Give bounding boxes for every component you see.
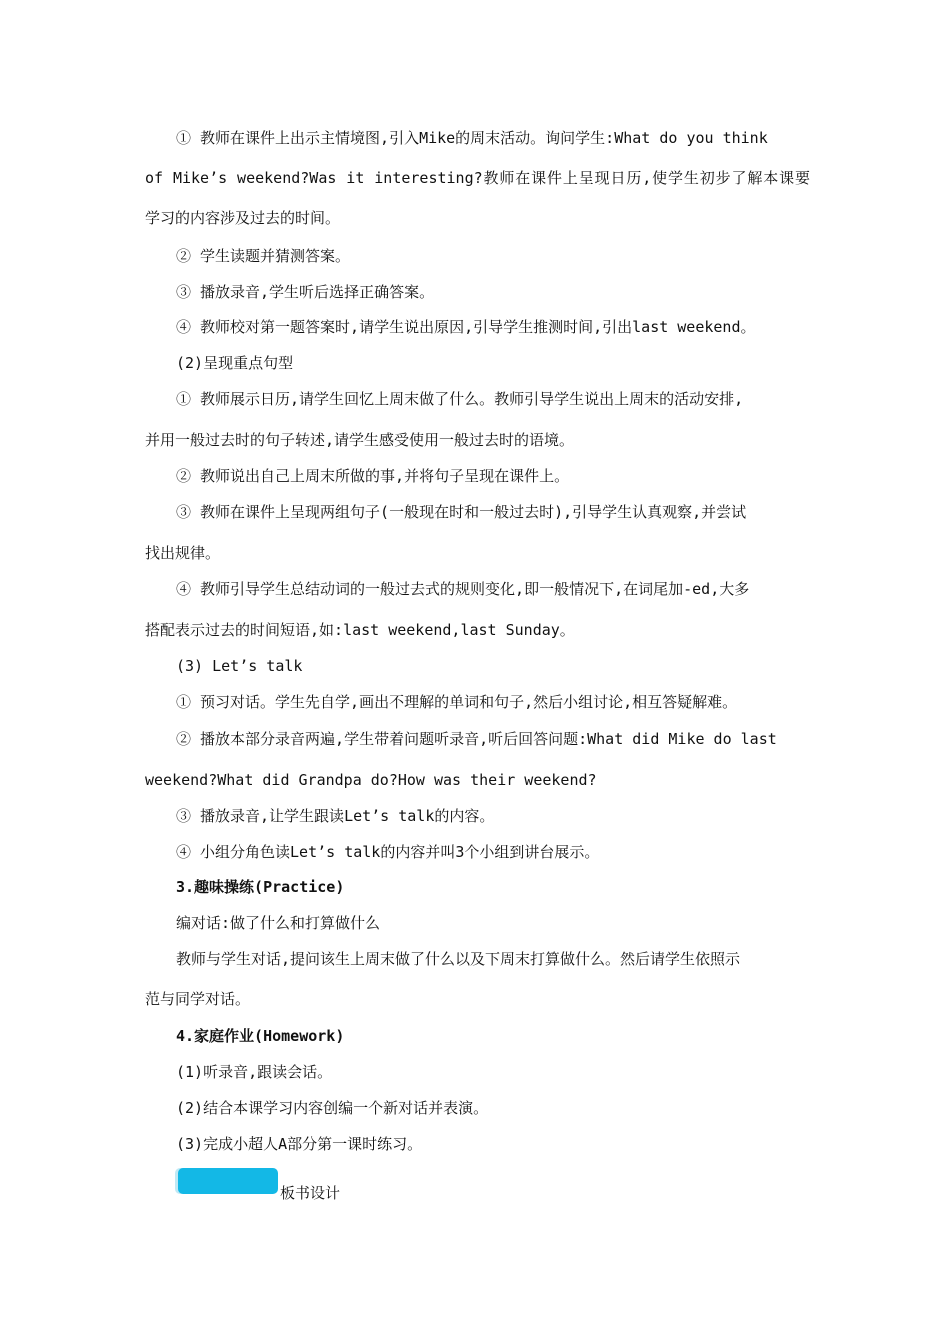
subheading-3: (3) Let’s talk — [176, 657, 303, 675]
paragraph-1-line-3: 学习的内容涉及过去的时间。 — [145, 209, 341, 227]
paragraph-14-line-1: 教师与学生对话,提问该生上周末做了什么以及下周末打算做什么。然后请学生依照示 — [176, 950, 741, 968]
paragraph-7-line-1: ③ 教师在课件上呈现两组句子(一般现在时和一般过去时),引导学生认真观察,并尝试 — [176, 503, 747, 521]
paragraph-10-line-1: ② 播放本部分录音两遍,学生带着问题听录音,听后回答问题:What did Mike do last — [176, 730, 777, 748]
section-4-heading: 4.家庭作业(Homework) — [176, 1027, 345, 1045]
paragraph-8-line-2: 搭配表示过去的时间短语,如:last weekend,last Sunday。 — [145, 621, 575, 639]
paragraph-10-line-2: weekend?What did Grandpa do?How was their weekend? — [145, 771, 597, 789]
paragraph-12: ④ 小组分角色读Let’s talk的内容并叫3个小组到讲台展示。 — [176, 843, 600, 861]
homework-item-3: (3)完成小超人A部分第一课时练习。 — [176, 1135, 423, 1153]
paragraph-9: ① 预习对话。学生先自学,画出不理解的单词和句子,然后小组讨论,相互答疑解难。 — [176, 693, 738, 711]
paragraph-1-line-2: of Mike’s weekend?Was it interesting?教师在课件上呈现日历,使学生初步了解本课要 — [145, 169, 810, 187]
paragraph-14-line-2: 范与同学对话。 — [145, 990, 251, 1008]
section-banner-decoration — [178, 1168, 278, 1194]
paragraph-5-line-1: ① 教师展示日历,请学生回忆上周末做了什么。教师引导学生说出上周末的活动安排, — [176, 390, 744, 408]
subheading-2: (2)呈现重点句型 — [176, 354, 294, 372]
paragraph-5-line-2: 并用一般过去时的句子转述,请学生感受使用一般过去时的语境。 — [145, 431, 575, 449]
paragraph-7-line-2: 找出规律。 — [145, 544, 221, 562]
section-3-heading: 3.趣味操练(Practice) — [176, 878, 345, 896]
paragraph-4: ④ 教师校对第一题答案时,请学生说出原因,引导学生推测时间,引出last weekend。 — [176, 318, 756, 336]
paragraph-2: ② 学生读题并猜测答案。 — [176, 247, 351, 265]
paragraph-3: ③ 播放录音,学生听后选择正确答案。 — [176, 283, 435, 301]
homework-item-1: (1)听录音,跟读会话。 — [176, 1063, 333, 1081]
paragraph-1-line-1: ① 教师在课件上出示主情境图,引入Mike的周末活动。询问学生:What do you think — [176, 129, 768, 147]
section-banner-label: 板书设计 — [280, 1184, 341, 1202]
paragraph-8-line-1: ④ 教师引导学生总结动词的一般过去式的规则变化,即一般情况下,在词尾加-ed,大多 — [176, 580, 750, 598]
paragraph-6: ② 教师说出自己上周末所做的事,并将句子呈现在课件上。 — [176, 467, 570, 485]
paragraph-11: ③ 播放录音,让学生跟读Let’s talk的内容。 — [176, 807, 495, 825]
paragraph-13: 编对话:做了什么和打算做什么 — [176, 914, 381, 932]
homework-item-2: (2)结合本课学习内容创编一个新对话并表演。 — [176, 1099, 489, 1117]
